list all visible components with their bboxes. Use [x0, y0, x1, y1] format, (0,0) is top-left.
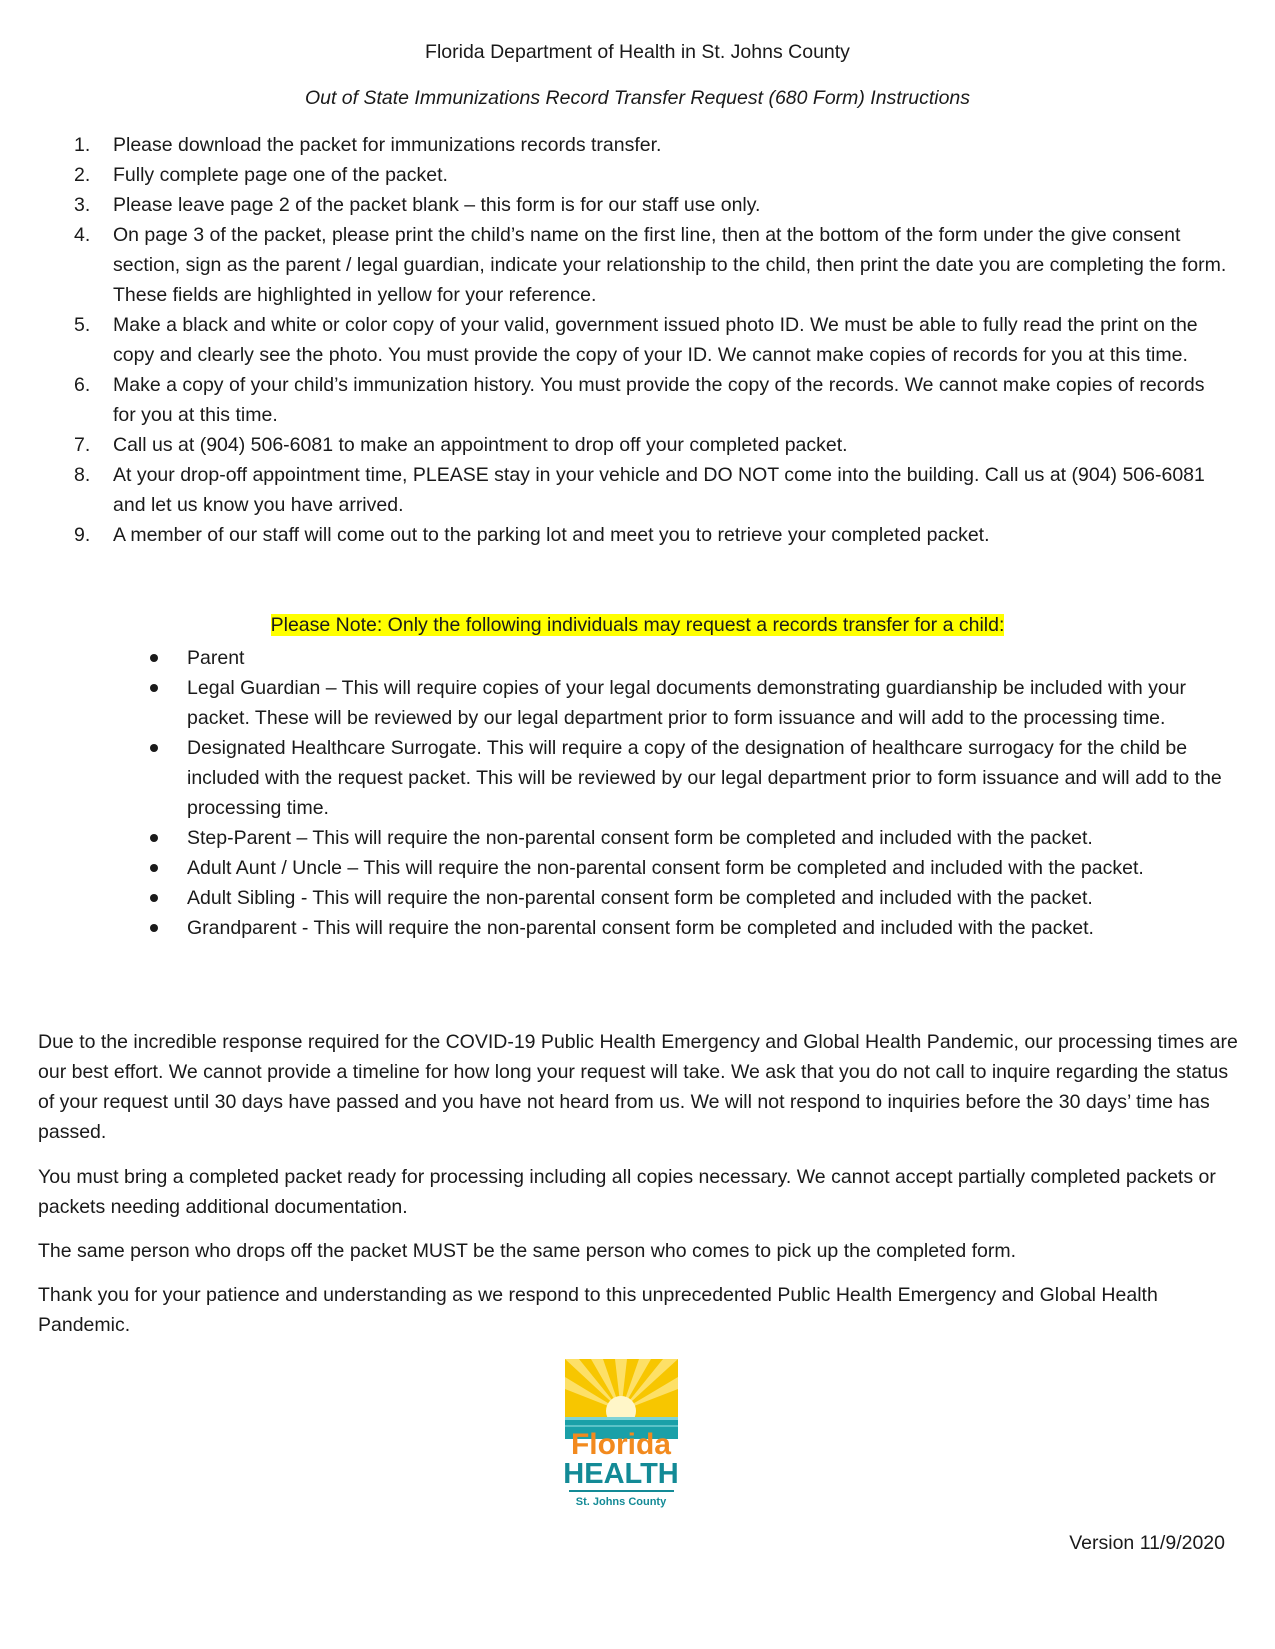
logo-county-text: St. Johns County [575, 1496, 667, 1508]
list-item [145, 853, 1225, 883]
list-item [145, 913, 1225, 943]
step-number: 9. [74, 524, 91, 546]
list-item [145, 733, 1225, 823]
instruction-step [68, 430, 1228, 460]
step-number: 3. [74, 194, 91, 216]
florida-health-logo [565, 1359, 678, 1510]
instruction-step [68, 460, 1228, 520]
step-number: 5. [74, 314, 91, 336]
list-item-text: Parent [187, 647, 245, 669]
list-item-text: Legal Guardian – This will require copies of your legal documents demonstrating guardianship be included with your packet. These will be reviewed by our legal department prior to form issuance and will add to the processing time. [187, 677, 1187, 729]
step-number: 6. [74, 374, 91, 396]
step-text: Please download the packet for immunizations records transfer. [113, 134, 662, 156]
instruction-step [68, 130, 1228, 160]
instruction-step [68, 310, 1228, 370]
covid-processing-paragraph: Due to the incredible response required for the COVID-19 Public Health Emergency and Global Health Pandemic, our processing times are our best effort. We cannot provide a timeline for how long your request will take. We ask that you do not call to inquire regarding the status of your request until 30 days have passed and you have not heard from us. We will not respond to inquiries before the 30 days’ time has passed. [38, 1031, 1238, 1143]
list-item-text: Grandparent - This will require the non-parental consent form be completed and included with the packet. [187, 917, 1094, 939]
step-number: 8. [74, 464, 91, 486]
bullet-icon [150, 864, 158, 872]
bullet-icon [150, 924, 158, 932]
thank-you-paragraph: Thank you for your patience and understanding as we respond to this unprecedented Public Health Emergency and Global Health Pandemic. [38, 1284, 1158, 1336]
list-item-text: Adult Aunt / Uncle – This will require the non-parental consent form be completed and included with the packet. [187, 857, 1144, 879]
list-item [145, 643, 1225, 673]
list-item-text: Designated Healthcare Surrogate. This will require a copy of the designation of healthcare surrogacy for the child be included with the request packet. This will be reviewed by our legal department prior to form issuance and will add to the processing time. [187, 737, 1222, 819]
list-item-text: Step-Parent – This will require the non-parental consent form be completed and included with the packet. [187, 827, 1093, 849]
step-text: Make a black and white or color copy of your valid, government issued photo ID. We must be able to fully read the print on the copy and clearly see the photo. You must provide the copy of your ID. We cannot make copies of records for you at this time. [113, 314, 1198, 366]
completed-packet-paragraph: You must bring a completed packet ready for processing including all copies necessary. We cannot accept partially completed packets or packets needing additional documentation. [38, 1166, 1216, 1218]
step-text: Please leave page 2 of the packet blank – this form is for our staff use only. [113, 194, 761, 216]
logo-health-text: HEALTH [565, 1458, 678, 1490]
logo-florida-text: Florida [570, 1428, 672, 1461]
highlighted-note [0, 611, 1275, 639]
step-number: 2. [74, 164, 91, 186]
bullet-icon [150, 834, 158, 842]
step-text: Fully complete page one of the packet. [113, 164, 448, 186]
instruction-step [68, 160, 1228, 190]
step-number: 7. [74, 434, 91, 456]
bullet-icon [150, 654, 158, 662]
bullet-icon [150, 894, 158, 902]
note-highlight-text: Please Note: Only the following individuals may request a records transfer for a child: [270, 614, 1005, 636]
list-item [145, 823, 1225, 853]
list-item [145, 883, 1225, 913]
bullet-icon [150, 744, 158, 752]
step-text: On page 3 of the packet, please print the child’s name on the first line, then at the bottom of the form under the give consent section, sign as the parent / legal guardian, indicate your relationship to the child, then print the date you are completing the form. These fields are highlighted in yellow for your reference. [113, 224, 1227, 306]
eligible-requesters-list [145, 643, 1225, 943]
step-number: 1. [74, 134, 91, 156]
step-text: Make a copy of your child’s immunization history. You must provide the copy of the records. We cannot make copies of records for you at this time. [113, 374, 1205, 426]
step-number: 4. [74, 224, 91, 246]
step-text: At your drop-off appointment time, PLEASE stay in your vehicle and DO NOT come into the building. Call us at (904) 506-6081 and let us know you have arrived. [113, 464, 1205, 516]
instruction-steps-list [68, 130, 1228, 550]
bullet-icon [150, 684, 158, 692]
instruction-step [68, 220, 1228, 310]
step-text: Call us at (904) 506-6081 to make an appointment to drop off your completed packet. [113, 434, 848, 456]
list-item-text: Adult Sibling - This will require the non-parental consent form be completed and included with the packet. [187, 887, 1093, 909]
same-person-paragraph: The same person who drops off the packet MUST be the same person who comes to pick up the completed form. [38, 1240, 1017, 1262]
list-item [145, 673, 1225, 733]
version-label: Version 11/9/2020 [1069, 1532, 1225, 1554]
instruction-step [68, 190, 1228, 220]
instruction-step [68, 520, 1228, 550]
document-subtitle: Out of State Immunizations Record Transfer Request (680 Form) Instructions [304, 87, 971, 109]
document-header-title: Florida Department of Health in St. Johns County [425, 41, 850, 63]
instruction-step [68, 370, 1228, 430]
step-text: A member of our staff will come out to the parking lot and meet you to retrieve your completed packet. [113, 524, 990, 546]
